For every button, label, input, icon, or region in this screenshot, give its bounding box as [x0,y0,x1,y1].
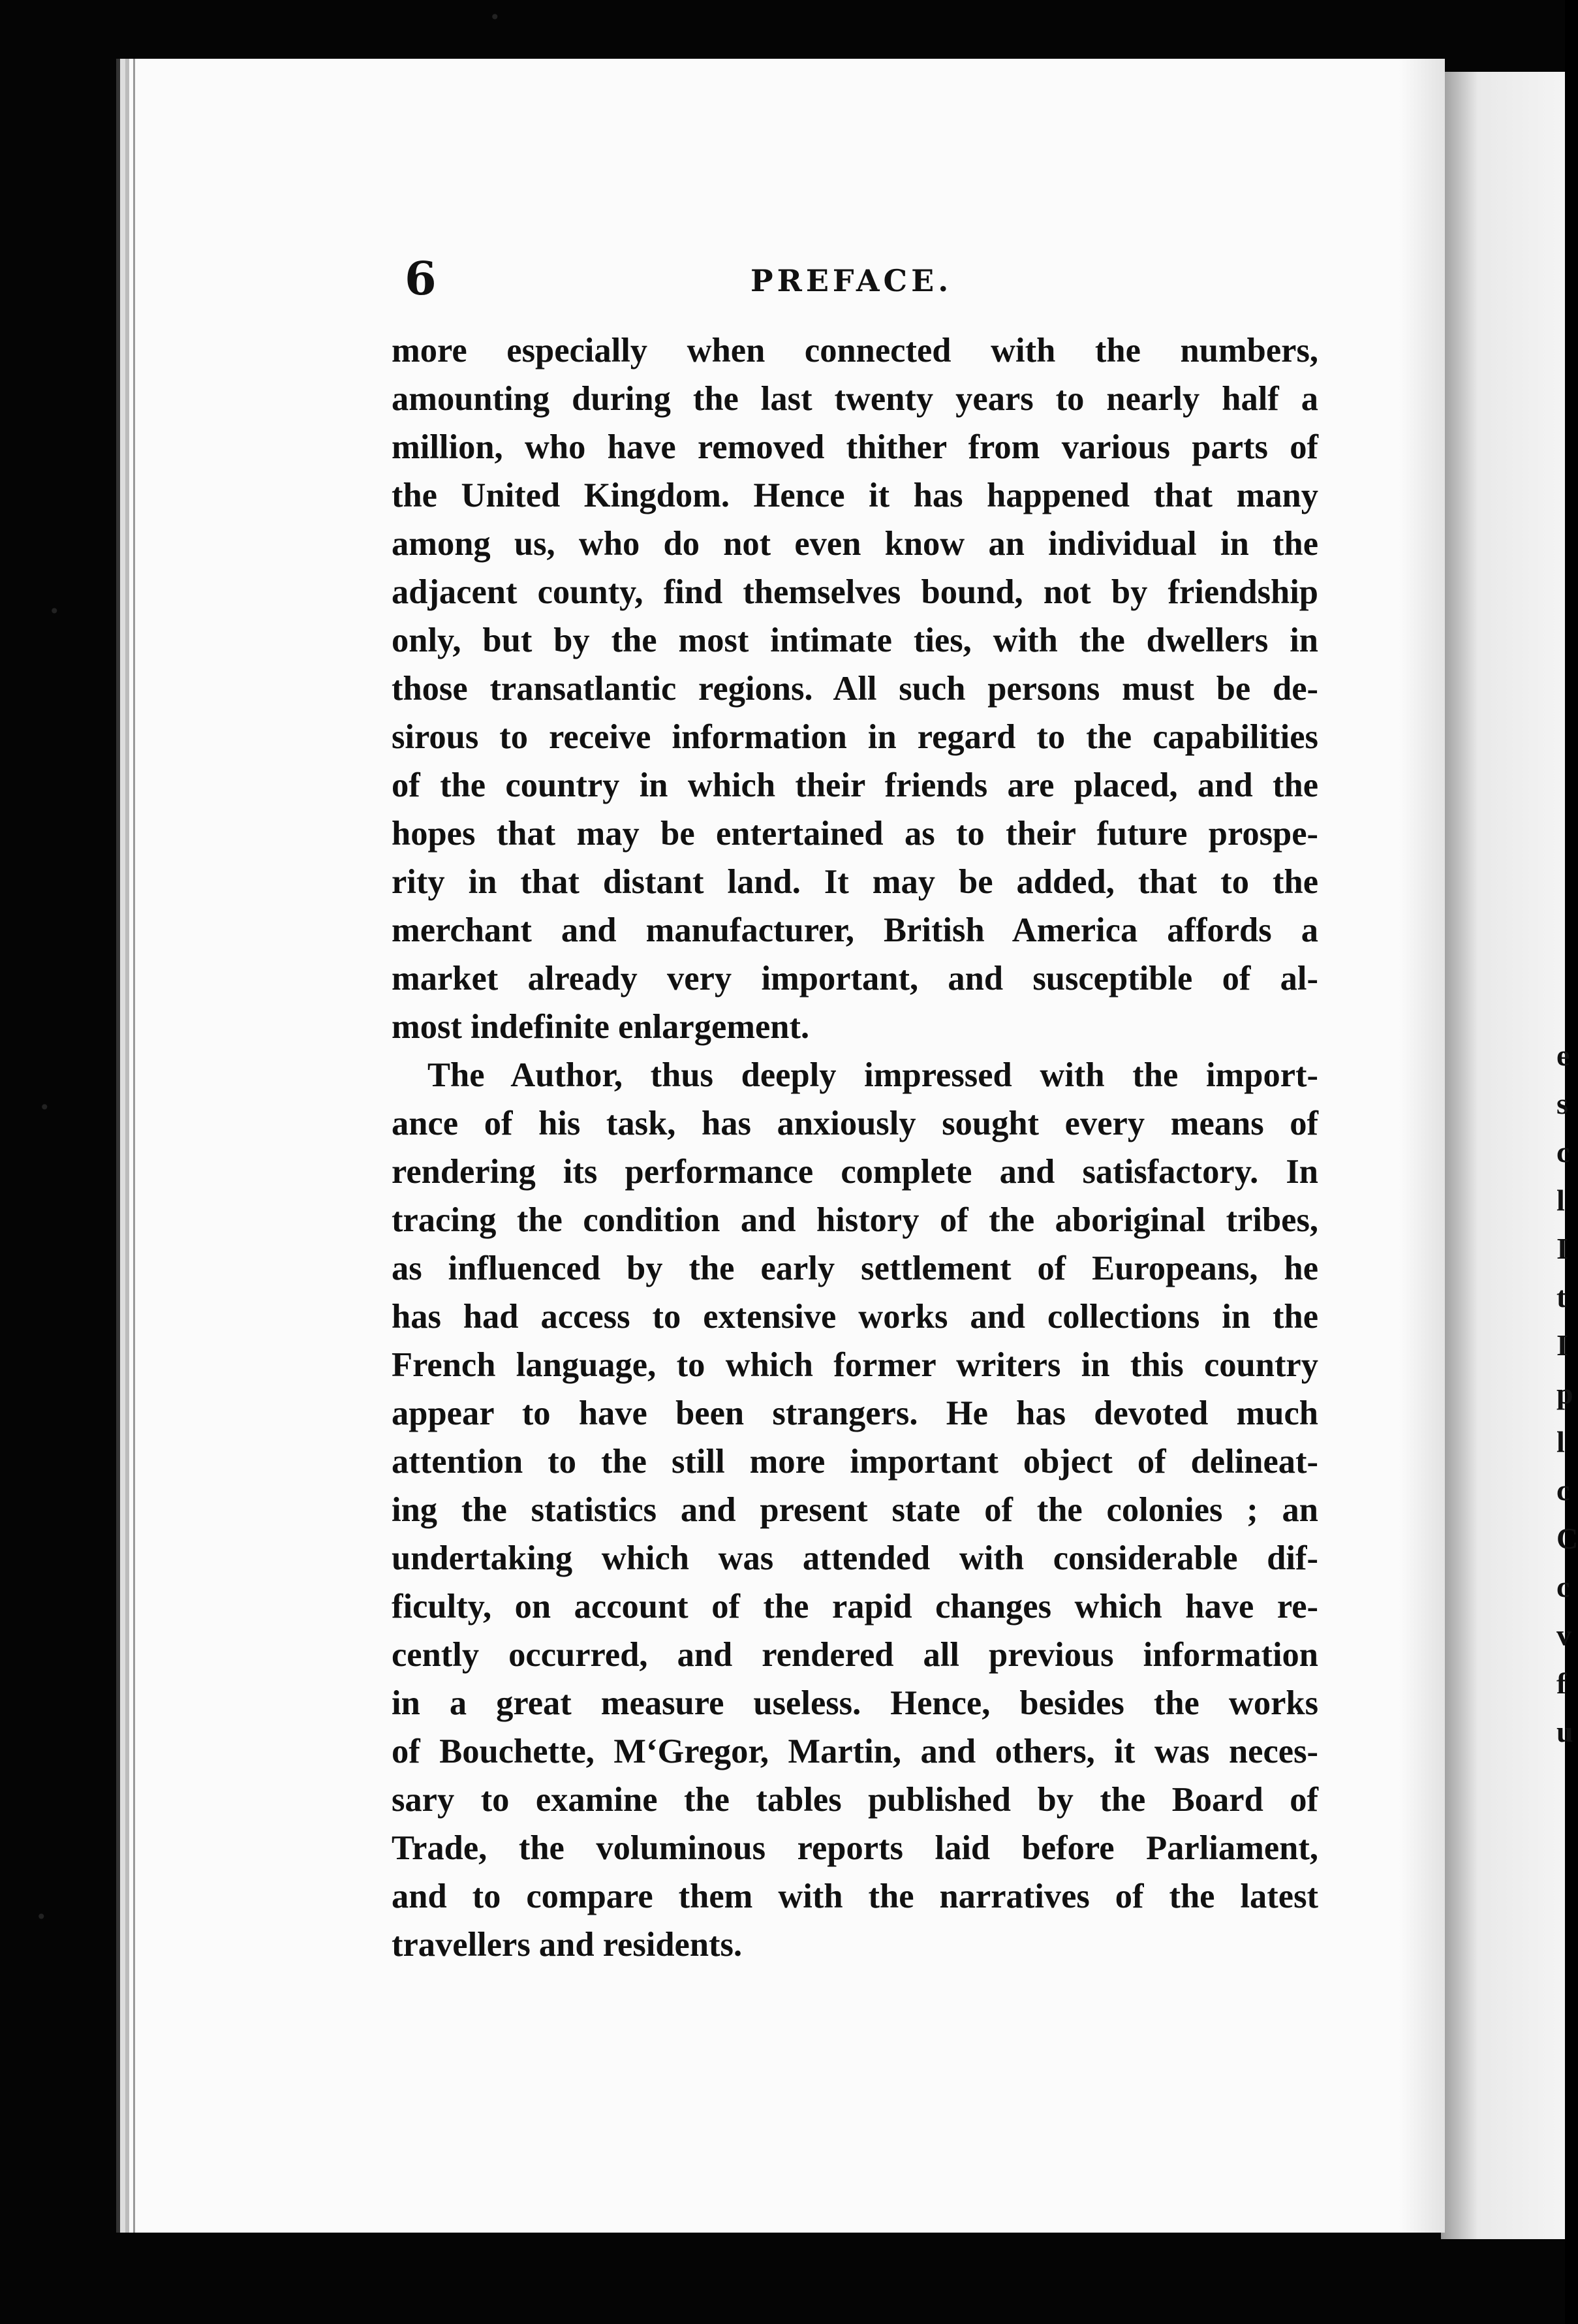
adjacent-fragment: I [1556,1232,1568,1265]
paragraph [392,1051,1318,1969]
adjacent-fragment: l [1556,1184,1565,1217]
body-text [392,326,1318,1969]
text-line: amounting during the last twenty years to nearly half a [392,380,1318,418]
text-line: sary to examine the tables published by the Board of [392,1781,1318,1819]
text-line: merchant and manufacturer, British America affords a [392,911,1318,949]
adjacent-fragment: s [1556,1087,1568,1120]
text-line: adjacent county, find themselves bound, not by friendship [392,573,1318,611]
text-line: ficulty, on account of the rapid changes which have re- [392,1588,1318,1625]
page-number: 6 [405,251,437,306]
text-line: in a great measure useless. Hence, besides the works [392,1684,1318,1722]
text-line: attention to the still more important object of delineat- [392,1443,1318,1481]
text-line: undertaking which was attended with considerable dif- [392,1539,1318,1577]
text-line: the United Kingdom. Hence it has happened that many [392,477,1318,514]
text-line: appear to have been strangers. He has devoted much [392,1394,1318,1432]
scan-speck: • [489,7,501,28]
adjacent-fragment: v [1556,1618,1571,1652]
page-header [405,251,1344,310]
text-line: rendering its performance complete and satisfactory. In [392,1153,1318,1191]
text-line: million, who have removed thither from various parts of [392,428,1318,466]
paragraph [392,326,1318,1051]
adjacent-fragment: I [1556,1328,1568,1362]
adjacent-fragment: t [1556,1280,1567,1313]
text-line: Trade, the voluminous reports laid before Parliament, [392,1829,1318,1867]
text-line: of the country in which their friends are placed, and the [392,766,1318,804]
adjacent-fragment: c [1556,1570,1570,1603]
text-line: market already very important, and susceptible of al- [392,960,1318,997]
adjacent-fragment: C [1556,1522,1578,1555]
text-line: ance of his task, has anxiously sought every means of [392,1105,1318,1142]
text-line: tracing the condition and history of the aboriginal tribes, [392,1201,1318,1239]
text-line: only, but by the most intimate ties, with the dwellers in [392,621,1318,659]
text-line: The Author, thus deeply impressed with the import- [427,1056,1318,1094]
text-line: cently occurred, and rendered all previous information [392,1636,1318,1674]
text-line: those transatlantic regions. All such persons must be de- [392,670,1318,708]
text-line: ing the statistics and present state of the colonies ; an [392,1491,1318,1529]
adjacent-fragment: f [1556,1667,1567,1700]
text-line: more especially when connected with the numbers, [392,332,1318,369]
text-line: sirous to receive information in regard to the capabilities [392,718,1318,756]
adjacent-page-edge [1441,72,1578,2239]
text-line: and to compare them with the narratives of the latest [392,1877,1318,1915]
text-line: most indefinite enlargement. [392,1008,810,1046]
adjacent-fragment: l [1556,1425,1565,1458]
text-line: of Bouchette, M‘Gregor, Martin, and others, it was neces- [392,1733,1318,1770]
text-line: as influenced by the early settlement of Europeans, he [392,1249,1318,1287]
text-line: has had access to extensive works and collections in the [392,1298,1318,1336]
text-line: rity in that distant land. It may be added, that to the [392,863,1318,901]
adjacent-page-text-fragments [1556,1031,1578,1756]
text-line: French language, to which former writers in this country [392,1346,1318,1384]
running-head: PREFACE. [750,263,953,298]
adjacent-fragment: c [1556,1135,1570,1169]
adjacent-fragment: u [1556,1715,1573,1748]
text-line: hopes that may be entertained as to their future prospe- [392,815,1318,853]
scan-speck: • [49,601,60,622]
adjacent-fragment: e [1556,1039,1570,1072]
scan-speck: • [39,1097,50,1118]
text-line: travellers and residents. [392,1926,743,1964]
adjacent-fragment: c [1556,1473,1570,1507]
text-line: among us, who do not even know an individual in the [392,525,1318,563]
scan-speck: • [36,1906,47,1928]
adjacent-fragment: p [1556,1377,1573,1410]
